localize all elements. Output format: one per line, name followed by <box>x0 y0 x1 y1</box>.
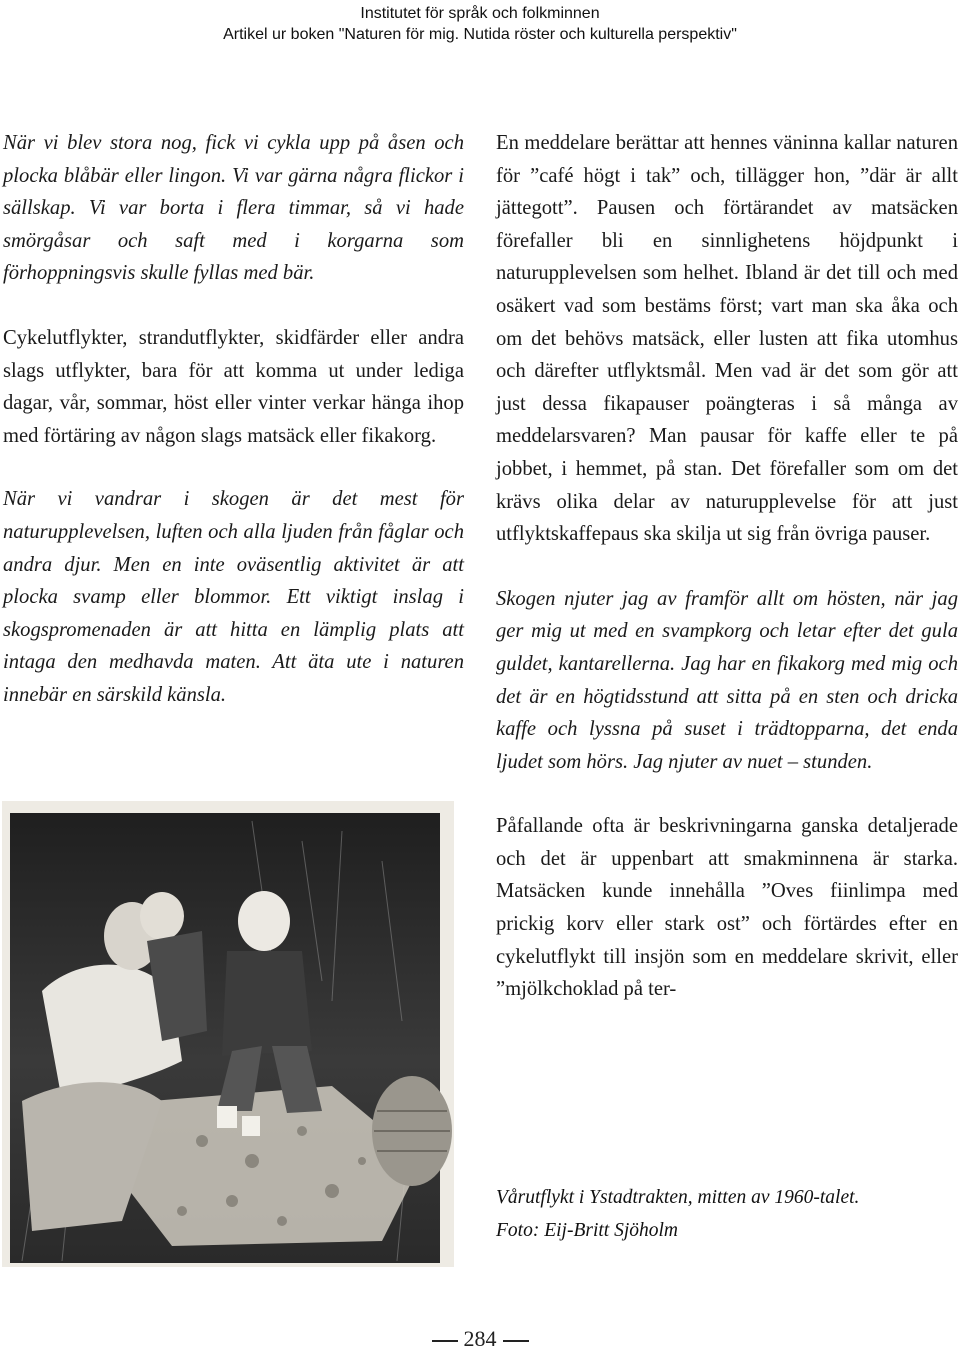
page-number-value: 284 <box>463 1326 497 1351</box>
document-header <box>0 0 960 45</box>
header-article-title: Artikel ur boken "Naturen för mig. Nutida röster och kulturella perspektiv" <box>223 26 737 43</box>
caption-photographer: Foto: Eij-Britt Sjöholm <box>496 1220 678 1241</box>
left-column <box>3 127 464 712</box>
paragraph-cafe: En meddelare berättar att hennes väninna kallar naturen för ”café högt i tak” och, tillägger hon, ”där är allt jättegott”. Pausen och förtärandet av matsäcken förefaller bli en sinnlighetens höjdpunkt i naturupplevelsen som helhet. Ibland är det till och med osäkert vad som bestäms först; vart man ska åka och om det behövs matsäck, eller lusten att fika utomhus och därefter utflyktsmål. Men vad är det som gör att just dessa fikapauser poängteras i så många av meddelarsvaren? Man pausar för kaffe eller te på jobbet, i hemmet, på stan. Det förefaller som om det krävs olika delar av naturupplevelse för att just utflyktskaffepaus ska skilja ut sig från övriga pauser. <box>496 132 958 546</box>
quote-forest-walk: När vi vandrar i skogen är det mest för naturupplevelsen, luften och alla ljuden från fåglar och andra djur. Men en inte oväsentlig aktivitet är att plocka svamp eller blommor. Ett viktigt inslag i skogspromenaden är att hitta en lämplig plats att intaga den medhavda maten. Att äta ute i naturen innebär en särskild känsla. <box>3 488 464 706</box>
paragraph-taste-memories: Påfallande ofta är beskrivningarna ganska detaljerade och det är uppenbart att smakminnena är starka. Matsäcken kunde innehålla ”Oves fiinlimpa med prickig korv eller stark ost” och förtärdes efter en cykelutflykt till insjön som en meddelare skrivit, eller ”mjölkchoklad på ter- <box>496 815 958 1001</box>
header-institute: Institutet för språk och folkminnen <box>360 5 600 22</box>
quote-blueberries: När vi blev stora nog, fick vi cykla upp på åsen och plocka blåbär eller lingon. Vi var gärna några flickor i sällskap. Vi var borta i flera timmar, så vi hade smörgåsar och saft med i korgarna som förhoppningsvis skulle fyllas med bär. <box>3 132 464 285</box>
caption-title: Vårutflykt i Ystadtrakten, mitten av 1960-talet. <box>496 1187 860 1208</box>
quote-autumn-forest: Skogen njuter jag av framför allt om hösten, när jag ger mig ut med en svampkorg och letar efter det gula guldet, kantarellerna. Jag har en fikakorg med mig och det är en högtidsstund att sitta på en sten och dricka kaffe och lyssna på suset i trädtopparna, det enda ljudet som hörs. Jag njuter av nuet – stunden. <box>496 587 958 773</box>
photo-caption <box>496 1181 956 1247</box>
right-column <box>496 127 958 1006</box>
dash-right <box>503 1340 529 1342</box>
picnic-photo <box>2 801 454 1267</box>
dash-left <box>432 1340 458 1342</box>
page-number <box>0 1326 960 1352</box>
paragraph-excursions: Cykelutflykter, strandutflykter, skidfärder eller andra slags utflykter, bara för att komma ut under lediga dagar, vår, sommar, höst eller vinter verkar hänga ihop med förtäring av någon slags matsäck eller fikakorg. <box>3 326 464 447</box>
